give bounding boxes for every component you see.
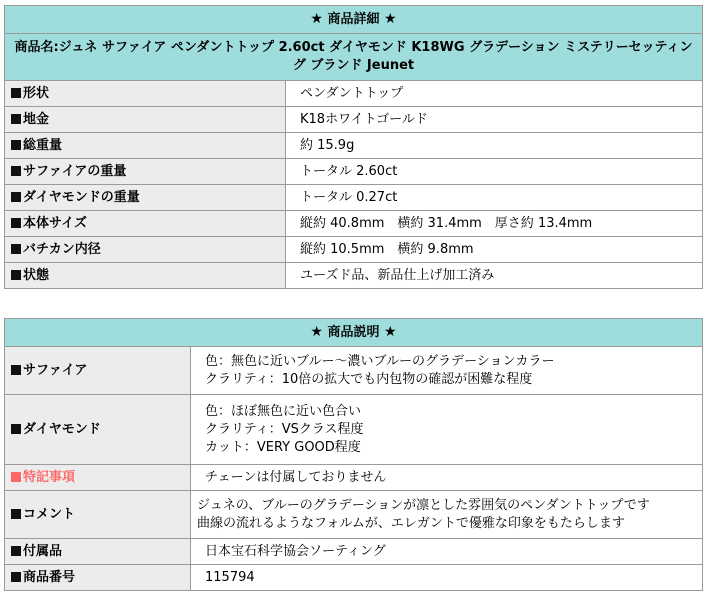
desc-label: コメント bbox=[5, 491, 191, 539]
square-bullet-icon bbox=[11, 270, 21, 280]
description-header bbox=[5, 319, 703, 347]
square-bullet-icon bbox=[11, 140, 21, 150]
square-bullet-icon bbox=[11, 166, 21, 176]
square-bullet-icon bbox=[11, 365, 21, 375]
desc-value: チェーンは付属しておりません bbox=[191, 465, 703, 491]
desc-value: 色：無色に近いブルー～濃いブルーのグラデーションカラー クラリティ：10倍の拡大でも内包物の確認が困難な程度 bbox=[191, 347, 703, 395]
square-bullet-icon bbox=[11, 572, 21, 582]
details-title: 商品詳細 bbox=[327, 12, 380, 27]
spec-value: 縦約 10.5mm 横約 9.8mm bbox=[286, 237, 703, 263]
details-header bbox=[5, 6, 703, 34]
square-bullet-icon bbox=[11, 244, 21, 254]
square-bullet-icon bbox=[11, 424, 21, 434]
square-bullet-icon bbox=[11, 114, 21, 124]
desc-label: サファイア bbox=[5, 347, 191, 395]
spec-label: ダイヤモンドの重量 bbox=[5, 185, 286, 211]
spec-label: サファイアの重量 bbox=[5, 159, 286, 185]
product-details-table bbox=[4, 5, 703, 289]
spec-value: ペンダントトップ bbox=[286, 81, 703, 107]
desc-value: 色：ほぼ無色に近い色合い クラリティ：VSクラス程度 カット：VERY GOOD程度 bbox=[191, 395, 703, 465]
spec-label: バチカン内径 bbox=[5, 237, 286, 263]
spec-label: 形状 bbox=[5, 81, 286, 107]
desc-label: ダイヤモンド bbox=[5, 395, 191, 465]
square-bullet-icon bbox=[11, 472, 21, 482]
desc-value: 日本宝石科学協会ソーティング bbox=[191, 539, 703, 565]
spec-value: トータル 2.60ct bbox=[286, 159, 703, 185]
spec-label: 総重量 bbox=[5, 133, 286, 159]
star-icon: ★ bbox=[384, 11, 397, 27]
product-description-table bbox=[4, 318, 703, 591]
desc-label: 商品番号 bbox=[5, 565, 191, 591]
desc-label-notice: 特記事項 bbox=[5, 465, 191, 491]
description-title: 商品説明 bbox=[327, 325, 380, 340]
product-name-cell bbox=[5, 34, 703, 81]
square-bullet-icon bbox=[11, 88, 21, 98]
spec-value: 約 15.9g bbox=[286, 133, 703, 159]
spec-label: 本体サイズ bbox=[5, 211, 286, 237]
spec-value: K18ホワイトゴールド bbox=[286, 107, 703, 133]
square-bullet-icon bbox=[11, 546, 21, 556]
product-name: ジュネ サファイア ペンダントトップ 2.60ct ダイヤモンド K18WG グラデーション ミステリーセッティング ブランド Jeunet bbox=[58, 40, 693, 73]
desc-value: ジュネの、ブルーのグラデーションが凛とした雰囲気のペンダントトップです 曲線の流れるようなフォルムが、エレガントで優雅な印象をもたらします bbox=[191, 491, 703, 539]
star-icon: ★ bbox=[384, 324, 397, 340]
star-icon: ★ bbox=[310, 324, 323, 340]
star-icon: ★ bbox=[310, 11, 323, 27]
spec-label: 状態 bbox=[5, 263, 286, 289]
spec-value: ユーズド品、新品仕上げ加工済み bbox=[286, 263, 703, 289]
product-name-label: 商品名: bbox=[14, 40, 59, 55]
square-bullet-icon bbox=[11, 218, 21, 228]
square-bullet-icon bbox=[11, 509, 21, 519]
desc-label: 付属品 bbox=[5, 539, 191, 565]
spec-value: トータル 0.27ct bbox=[286, 185, 703, 211]
square-bullet-icon bbox=[11, 192, 21, 202]
desc-value: 115794 bbox=[191, 565, 703, 591]
spec-label: 地金 bbox=[5, 107, 286, 133]
spec-value: 縦約 40.8mm 横約 31.4mm 厚さ約 13.4mm bbox=[286, 211, 703, 237]
